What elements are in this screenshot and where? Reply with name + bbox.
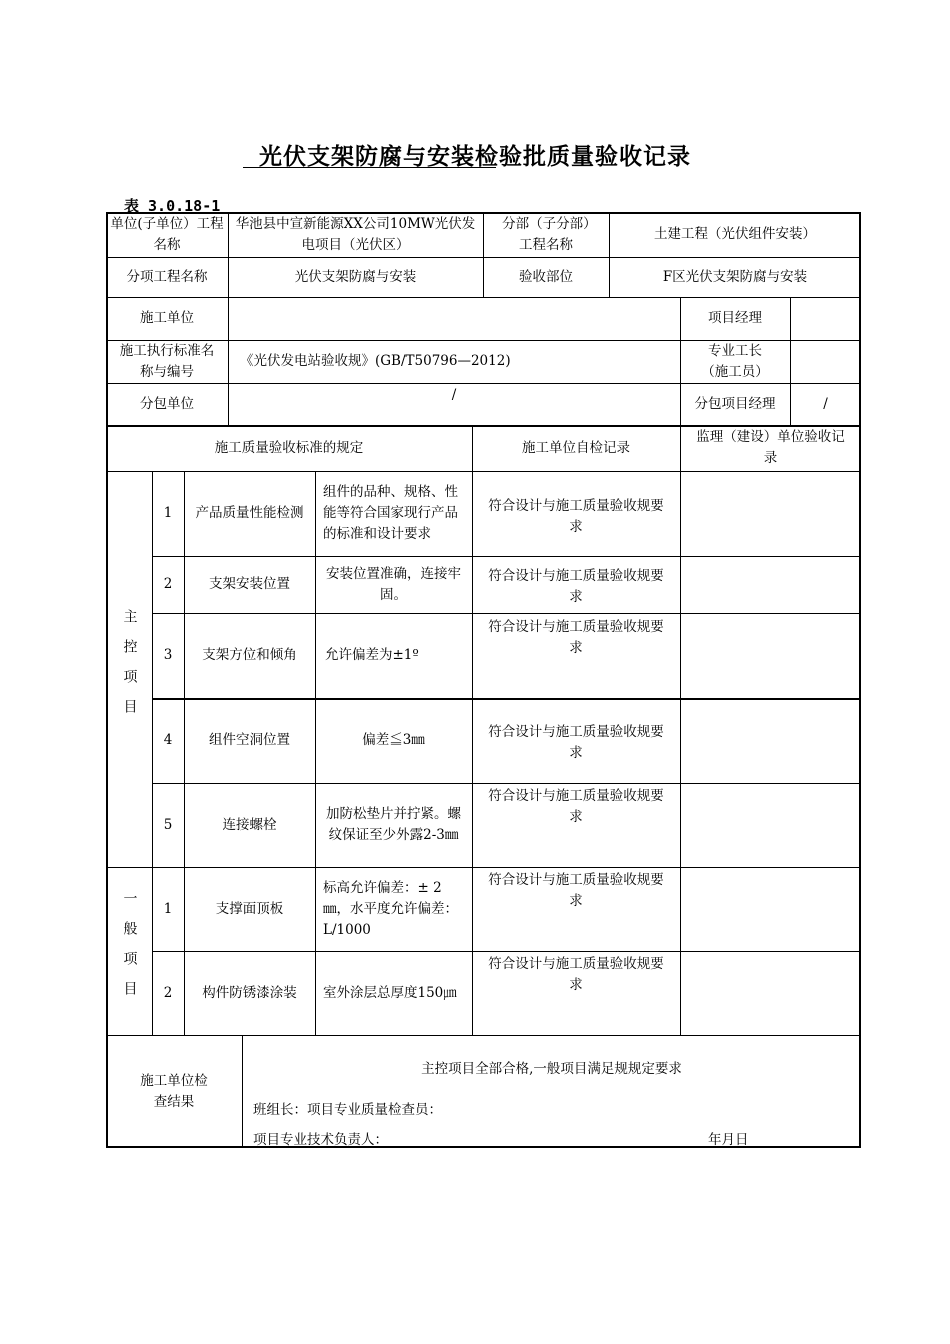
contractor-value [228, 297, 680, 340]
item-no: 5 [163, 816, 173, 833]
footer-signers: 班组长：项目专业质量检查员： [253, 1102, 442, 1118]
item-no: 2 [163, 576, 173, 592]
footer-label: 施工单位检查结果 [140, 1072, 208, 1110]
item-no: 1 [163, 900, 173, 917]
subitem-value: 光伏支架防腐与安装 [294, 268, 417, 285]
title-underline [243, 167, 496, 168]
item-check: 符合设计与施工质量验收规要求 [488, 498, 664, 535]
item-no: 1 [163, 505, 173, 521]
item-requirement: 室外涂层总厚度150㎛ [323, 984, 457, 1001]
item-name: 组件空洞位置 [209, 732, 290, 748]
item-check: 符合设计与施工质量验收规要求 [488, 724, 664, 761]
location-label: 验收部位 [519, 268, 573, 285]
foreman-label: 专业工长（施工员） [701, 342, 769, 380]
item-check: 符合设计与施工质量验收规要求 [488, 872, 664, 909]
table-number: 表 3.0.18-1 [124, 197, 221, 215]
pm-label: 项目经理 [708, 310, 762, 326]
footer-tech-lead: 项目专业技术负责人： [253, 1132, 388, 1148]
sub-value: / [451, 387, 457, 403]
general-group-label: 一般项目 [121, 891, 138, 1011]
sub-label: 分包单位 [140, 395, 194, 412]
division-value: 土建工程（光伏组件安装） [654, 226, 816, 242]
footer-date: 年月日 [708, 1132, 749, 1148]
page-title: 光伏支架防腐与安装检验批质量验收记录 [259, 144, 691, 170]
col-divider [242, 1035, 243, 1148]
footer-conclusion: 主控项目全部合格,一般项目满足规规定要求 [421, 1061, 682, 1077]
standard-value: 《光伏发电站验收规》(GB/T50796—2012) [240, 353, 511, 369]
item-no: 2 [163, 984, 173, 1001]
sub-pm-value: / [823, 395, 828, 412]
item-no: 4 [163, 732, 173, 748]
item-name: 支撑面顶板 [215, 900, 284, 917]
foreman-value [790, 340, 861, 383]
item-name: 构件防锈漆涂装 [202, 984, 297, 1001]
unit-value: 华池县中宣新能源XX公司10MW光伏发电项目（光伏区） [235, 215, 476, 253]
item-requirement: 组件的品种、规格、性能等符合国家现行产品的标准和设计要求 [323, 484, 458, 542]
pm-value [790, 297, 861, 340]
item-requirement: 允许偏差为±1º [325, 647, 419, 663]
item-requirement: 安装位置准确，连接牢固。 [326, 565, 461, 603]
location-value: F区光伏支架防腐与安装 [662, 268, 808, 285]
subitem-label: 分项工程名称 [126, 268, 208, 285]
col-supervisor-header: 监理（建设）单位验收记录 [696, 429, 845, 466]
main-group-label: 主控项目 [121, 609, 138, 729]
col-selfcheck-header: 施工单位自检记录 [522, 439, 630, 456]
item-name: 连接螺栓 [222, 816, 277, 833]
item-requirement: 标高允许偏差：± 2㎜，水平度允许偏差：L/1000 [323, 879, 458, 938]
item-check: 符合设计与施工质量验收规要求 [488, 568, 664, 605]
item-name: 产品质量性能检测 [195, 505, 304, 521]
division-label: 分部（子分部）工程名称 [502, 215, 590, 253]
col-standard-header: 施工质量验收标准的规定 [214, 439, 364, 456]
item-no: 3 [163, 647, 173, 663]
item-requirement: 加防松垫片并拧紧。螺纹保证至少外露2-3㎜ [326, 806, 461, 843]
item-name: 支架方位和倾角 [202, 647, 297, 663]
item-check: 符合设计与施工质量验收规要求 [488, 956, 664, 993]
unit-label: 单位(子单位）工程名称 [110, 215, 224, 253]
item-check: 符合设计与施工质量验收规要求 [488, 619, 664, 656]
item-name: 支架安装位置 [209, 576, 290, 592]
col-divider [680, 425, 681, 1035]
item-requirement: 偏差≦3㎜ [362, 732, 425, 748]
standard-label: 施工执行标准名称与编号 [119, 342, 215, 380]
contractor-label: 施工单位 [140, 310, 194, 326]
item-check: 符合设计与施工质量验收规要求 [488, 788, 664, 825]
sub-pm-label: 分包项目经理 [694, 395, 776, 412]
